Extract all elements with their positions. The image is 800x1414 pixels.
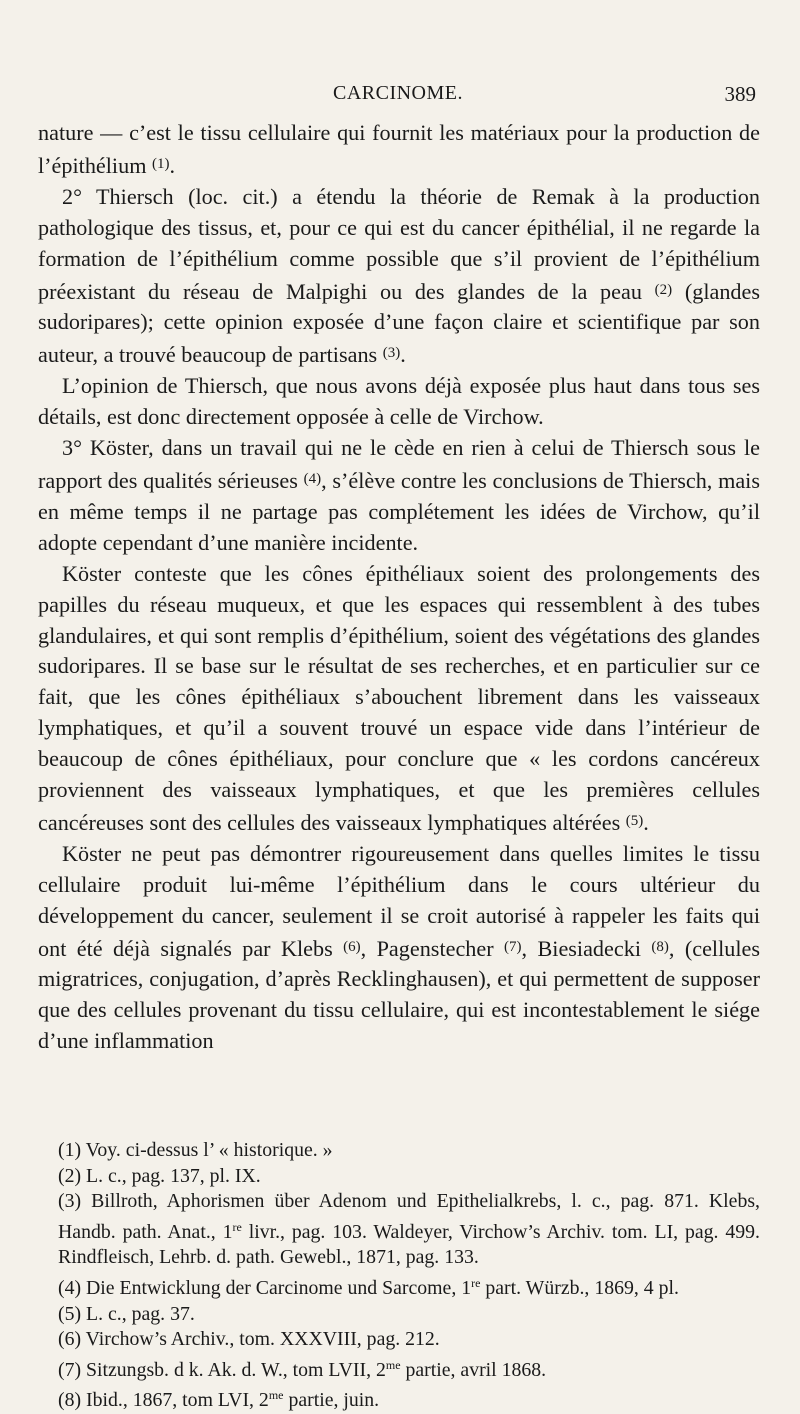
footnote-ref: (2): [654, 281, 673, 298]
footnote-superscript: re: [232, 1219, 242, 1234]
footnote-number: (2): [58, 1164, 82, 1187]
footnote-text: Ibid., 1867, tom LVI, 2: [81, 1389, 269, 1412]
footnotes: [38, 1138, 760, 1414]
paragraph: [38, 182, 760, 371]
paragraph: [38, 433, 760, 559]
body-text: [38, 118, 760, 1057]
footnote-ref: (6): [343, 938, 361, 955]
footnote-superscript: me: [268, 1388, 284, 1403]
paragraph-text: Köster ne peut pas démontrer rigoureusement dans quelles limites le tissu cellulaire produit lui-même l’épithélium dans le cours ultérieur du développement du cancer, seulement il se croit autorisé à rappeler les faits qui ont été déjà signalés par Klebs: [38, 840, 760, 961]
paragraph-text: , (cellules migratrices, conjugation, d’après Recklinghausen), et qui permettent de supposer que des cellules provenant du tissu cellulaire, qui est incontestablement le siége d’une inflammation: [38, 935, 760, 1054]
paragraph-text: Köster conteste que les cônes épithéliaux soient des prolongements des papilles du réseau muqueux, et que les espaces qui ressemblent à des tubes glandulaires, et qui sont remplis d’épithélium, soient des végétations des glandes sudoripares. Il se base sur le résultat de ses recherches, et en particulier sur ce fait, que les cônes épithéliaux s’abouchent librement dans les vaisseaux lymphatiques, et qu’il a souvent trouvé un espace vide dans l’intérieur de beaucoup de cônes épithéliaux, pour conclure que « les cordons cancéreux proviennent des vaisseaux lymphatiques, et que les premières cellules cancéreuses sont des cellules des vaisseaux lymphatiques altérées: [38, 560, 760, 835]
footnote-text: partie, juin.: [283, 1389, 380, 1412]
paragraph-text: nature — c’est le tissu cellulaire qui fournit les matériaux pour la production de l’épithélium: [38, 120, 760, 178]
paragraph: [38, 559, 760, 839]
footnote-text: Billroth, Aphorismen über Adenom und Epithelialkrebs, l. c., pag. 871. Klebs, Handb. path. Anat., 1: [58, 1190, 760, 1243]
footnote: [38, 1164, 760, 1190]
footnote-text: Sitzungsb. d k. Ak. d. W., tom LVII, 2: [81, 1358, 386, 1381]
footnote-ref: (7): [504, 938, 522, 955]
footnote: [38, 1383, 760, 1414]
footnote-text: Die Entwicklung der Carcinome und Sarcome, 1: [81, 1276, 472, 1299]
paragraph-text: .: [169, 152, 176, 178]
paragraph-text: 3° Köster, dans un travail qui ne le cède en rien à celui de Thiersch sous le rapport des qualités sérieuses: [38, 435, 760, 493]
paragraph-text: L’opinion de Thiersch, que nous avons déjà exposée plus haut dans tous ses détails, est donc directement opposée à celle de Virchow.: [38, 373, 760, 430]
footnote-ref: (1): [152, 155, 170, 172]
paragraph: [38, 371, 760, 433]
footnote-text: Voy. ci-dessus l’ « historique. »: [81, 1139, 333, 1161]
footnote-superscript: re: [471, 1275, 481, 1290]
footnote-number: (6): [58, 1328, 82, 1351]
paragraph-text: , Biesiadecki: [521, 935, 652, 961]
paragraph-text: .: [643, 809, 649, 835]
footnote: [38, 1327, 760, 1353]
running-head: [40, 82, 756, 110]
footnote-ref: (5): [625, 812, 644, 829]
footnote-number: (3): [58, 1190, 82, 1213]
paragraph-text: , Pagenstecher: [360, 935, 505, 961]
footnote-ref: (8): [651, 938, 669, 955]
running-title: CARCINOME.: [332, 82, 463, 104]
footnote: [38, 1138, 760, 1164]
footnote-number: (5): [58, 1302, 82, 1325]
footnote: [38, 1302, 760, 1328]
footnote: [38, 1189, 760, 1271]
footnote-number: (8): [58, 1389, 82, 1412]
footnote-ref: (3): [382, 345, 401, 362]
paragraph-text: 2° Thiersch (loc. cit.) a étendu la théorie de Remak à la production pathologique des tissus, et, pour ce qui est du cancer épithélial, il ne regarde la formation de l’épithélium comme possible que s’il provient de l’épithélium préexistant du réseau de Malpighi ou des glandes de la peau: [38, 183, 760, 304]
paragraph: [38, 118, 760, 182]
paragraph-text: , s’élève contre les conclusions de Thiersch, mais en même temps il ne partage pas complétement les idées de Virchow, qu’il adopte cependant d’une manière incidente.: [38, 467, 760, 555]
paragraph-text: .: [400, 342, 406, 368]
footnote-text: livr., pag. 103. Waldeyer, Virchow’s Archiv. tom. LI, pag. 499. Rindfleisch, Lehrb. d. path. Gewebl., 1871, pag. 133.: [58, 1220, 760, 1269]
footnote-superscript: me: [385, 1357, 401, 1372]
footnote-ref: (4): [303, 470, 322, 487]
footnote-number: (7): [58, 1358, 82, 1381]
footnote-text: Virchow’s Archiv., tom. XXXVIII, pag. 212.: [81, 1328, 440, 1351]
footnote-text: partie, avril 1868.: [400, 1358, 547, 1381]
footnote-text: L. c., pag. 137, pl. IX.: [81, 1164, 261, 1187]
page-number: 389: [724, 82, 756, 106]
footnote-number: (4): [58, 1276, 82, 1299]
paragraph-text: (glandes sudoripares); cette opinion exposée d’une façon claire et scientifique par son auteur, a trouvé beaucoup de partisans: [38, 278, 760, 368]
footnote: [38, 1271, 760, 1302]
footnote-number: (1): [58, 1139, 82, 1161]
footnote: [38, 1353, 760, 1384]
footnote-text: part. Würzb., 1869, 4 pl.: [480, 1276, 679, 1299]
paragraph: [38, 839, 760, 1057]
footnote-text: L. c., pag. 37.: [81, 1302, 195, 1325]
